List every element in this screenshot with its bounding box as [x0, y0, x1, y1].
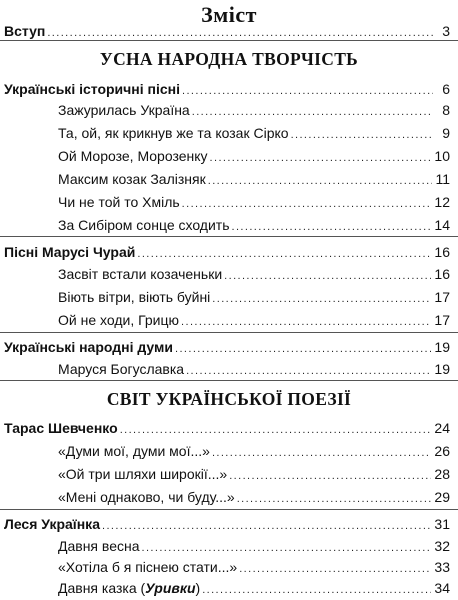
toc-page-number: 17 [434, 289, 450, 305]
toc-page-number: 11 [435, 171, 450, 187]
toc-entry-label: Віють вітри, віють буйні [58, 289, 211, 305]
toc-page-number: 10 [434, 148, 450, 164]
toc-entry-group[interactable] [4, 418, 450, 438]
dot-leader [186, 361, 431, 381]
toc-page-number: 14 [434, 217, 450, 233]
divider [0, 236, 458, 237]
toc-entry-label: «Думи мої, думи мої...» [58, 443, 210, 459]
toc-page-number: 17 [434, 312, 450, 328]
toc-page-number: 19 [434, 361, 450, 377]
toc-entry-group[interactable] [4, 514, 450, 534]
toc-entry-label: Маруся Богуславка [58, 361, 185, 377]
toc-entry-label: Максим козак Залізняк [58, 171, 206, 187]
dot-leader [232, 217, 432, 237]
toc-entry[interactable] [58, 359, 450, 379]
toc-page-number: 12 [434, 194, 450, 210]
dot-leader [192, 102, 433, 122]
toc-page-number: 3 [442, 23, 450, 39]
toc-entry-label: Тарас Шевченко [4, 420, 118, 436]
dot-leader [142, 538, 432, 558]
toc-entry[interactable] [58, 464, 450, 484]
toc-page-number: 6 [442, 81, 450, 97]
toc-entry[interactable] [58, 287, 450, 307]
toc-page-number: 34 [434, 580, 450, 596]
toc-page-number: 8 [442, 102, 450, 118]
toc-entry-label: «Ой три шляхи широкії...» [58, 466, 228, 482]
toc-entry-label-emphasis: Уривки [145, 580, 196, 596]
toc-entry[interactable] [58, 192, 450, 212]
toc-entry[interactable] [58, 123, 450, 143]
toc-entry-label: Українські історичні пісні [4, 81, 180, 97]
dot-leader [182, 81, 433, 101]
dot-leader [237, 489, 432, 509]
divider [0, 509, 458, 510]
toc-entry-label: Ой Морозе, Морозенку [58, 148, 208, 164]
dot-leader [120, 420, 432, 440]
toc-entry-label-tail: ) [195, 580, 201, 596]
toc-entry-label-head: Давня казка ( [58, 580, 146, 596]
divider [0, 40, 458, 41]
toc-entry-label: «Хотіла б я піснею стати...» [58, 559, 238, 575]
dot-leader [175, 339, 431, 359]
toc-entry-label: Ой не ходи, Грицю [58, 312, 180, 328]
dot-leader [239, 559, 431, 579]
toc-page-number: 29 [434, 489, 450, 505]
toc-entry[interactable] [58, 169, 450, 189]
toc-entry[interactable] [58, 578, 450, 598]
toc-page-number: 16 [434, 244, 450, 260]
toc-page-number: 31 [434, 516, 450, 532]
toc-entry-label: Пісні Марусі Чурай [4, 244, 136, 260]
dot-leader [202, 580, 431, 600]
toc-page-number: 16 [434, 266, 450, 282]
toc-entry[interactable] [58, 146, 450, 166]
toc-entry-label: «Мені однаково, чи буду...» [58, 489, 235, 505]
toc-page-number: 9 [442, 125, 450, 141]
toc-entry-label: Зажурилась Україна [58, 102, 190, 118]
dot-leader [102, 516, 431, 536]
toc-page-number: 26 [434, 443, 450, 459]
section-heading-folk: УСНА НАРОДНА ТВОРЧІСТЬ [99, 49, 359, 69]
toc-page-number: 32 [434, 538, 450, 554]
toc-entry-label: Давня весна [58, 538, 140, 554]
dot-leader [208, 171, 433, 191]
toc-page-number: 24 [434, 420, 450, 436]
toc-entry-label: За Сибіром сонце сходить [58, 217, 230, 233]
dot-leader [210, 148, 432, 168]
toc-entry-label: Вступ [4, 23, 46, 39]
dot-leader [212, 443, 431, 463]
dot-leader [181, 312, 431, 332]
toc-entry-intro[interactable] [4, 21, 450, 41]
section-heading-poetry: СВІТ УКРАЇНСЬКОЇ ПОЕЗІЇ [106, 389, 352, 409]
toc-page-number: 33 [434, 559, 450, 575]
toc-page-number: 19 [434, 339, 450, 355]
divider [0, 380, 458, 381]
toc-entry-group[interactable] [4, 79, 450, 99]
toc-entry[interactable] [58, 264, 450, 284]
toc-entry-group[interactable] [4, 337, 450, 357]
toc-entry-label [58, 578, 200, 598]
dot-leader [229, 466, 431, 486]
toc-entry-label: Засвіт встали козаченьки [58, 266, 223, 282]
toc-entry[interactable] [58, 215, 450, 235]
toc-page-number: 28 [434, 466, 450, 482]
dot-leader [182, 194, 432, 214]
toc-entry-group[interactable] [4, 242, 450, 262]
divider [0, 332, 458, 333]
page-title: Зміст [201, 2, 257, 27]
toc-entry-label: Та, ой, як крикнув же та козак Сірко [58, 125, 289, 141]
toc-entry[interactable] [58, 441, 450, 461]
dot-leader [137, 244, 431, 264]
toc-entry-label: Українські народні думи [4, 339, 173, 355]
toc-entry[interactable] [58, 487, 450, 507]
toc-entry[interactable] [58, 557, 450, 577]
toc-entry[interactable] [58, 100, 450, 120]
toc-entry[interactable] [58, 536, 450, 556]
toc-entry[interactable] [58, 310, 450, 330]
dot-leader [291, 125, 433, 145]
toc-entry-label: Чи не той то Хміль [58, 194, 180, 210]
toc-entry-label: Леся Українка [4, 516, 100, 532]
dot-leader [212, 289, 431, 309]
dot-leader [224, 266, 431, 286]
